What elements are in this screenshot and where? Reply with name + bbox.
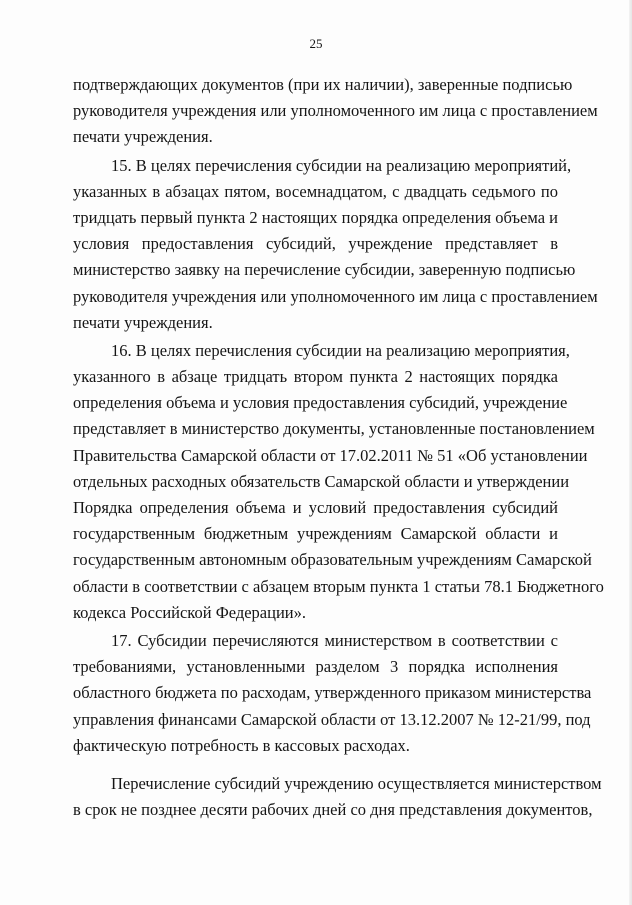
paragraph-item-17 bbox=[73, 628, 592, 759]
text-line: руководителя учреждения или уполномоченного им лица с проставлением bbox=[73, 101, 598, 121]
text-line: указанного в абзаце тридцать втором пункта 2 настоящих порядка bbox=[73, 367, 558, 387]
paragraph-item-16 bbox=[73, 338, 604, 626]
text-line: определения объема и условия предоставления субсидий, учреждение bbox=[73, 393, 568, 413]
text-line: государственным автономным образовательным учреждениям Самарской bbox=[73, 550, 592, 570]
text-line: области в соответствии с абзацем вторым пункта 1 статьи 78.1 Бюджетного bbox=[73, 576, 604, 596]
text-line: руководителя учреждения или уполномоченного им лица с проставлением bbox=[73, 286, 598, 306]
text-line: министерство заявку на перечисление субсидии, заверенную подписью bbox=[73, 260, 576, 280]
text-line: печати учреждения. bbox=[73, 312, 213, 332]
text-line: 15. В целях перечисления субсидии на реализацию мероприятий, bbox=[111, 155, 572, 175]
document-body bbox=[73, 72, 604, 823]
text-line: печати учреждения. bbox=[73, 127, 213, 147]
text-line: фактическую потребность в кассовых расходах. bbox=[73, 735, 410, 755]
text-line: Порядка определения объема и условий предоставления субсидий bbox=[73, 498, 558, 517]
text-line: государственным бюджетным учреждениям Самарской области и bbox=[73, 524, 558, 544]
paragraph-continuation bbox=[73, 72, 598, 151]
paragraph-item-15 bbox=[73, 153, 598, 336]
text-line: подтверждающих документов (при их наличии), заверенные подписью bbox=[73, 75, 573, 94]
text-line: в срок не позднее десяти рабочих дней со дня представления документов, bbox=[73, 800, 593, 820]
text-line: указанных в абзацах пятом, восемнадцатом, с двадцать седьмого по bbox=[73, 181, 558, 201]
text-line: кодекса Российской Федерации». bbox=[73, 602, 306, 622]
text-line: тридцать первый пункта 2 настоящих порядка определения объема и bbox=[73, 207, 558, 227]
text-line: условия предоставления субсидий, учреждение представляет в bbox=[73, 234, 558, 254]
page-number: 25 bbox=[309, 36, 323, 51]
text-line: 16. В целях перечисления субсидии на реализацию мероприятия, bbox=[111, 340, 570, 360]
text-line: Правительства Самарской области от 17.02.2011 № 51 «Об установлении bbox=[73, 445, 588, 465]
text-line: отдельных расходных обязательств Самарской области и утверждении bbox=[73, 471, 570, 491]
text-line: областного бюджета по расходам, утвержденного приказом министерства bbox=[73, 683, 592, 703]
text-line: требованиями, установленными разделом 3 порядка исполнения bbox=[73, 657, 558, 677]
text-line: управления финансами Самарской области от 13.12.2007 № 12-21/99, под bbox=[73, 709, 591, 729]
paragraph-subsidy-transfer bbox=[73, 771, 602, 823]
text-line: представляет в министерство документы, установленные постановлением bbox=[73, 419, 595, 439]
text-line: Перечисление субсидий учреждению осуществляется министерством bbox=[111, 773, 602, 793]
text-line: 17. Субсидии перечисляются министерством в соответствии с bbox=[111, 630, 558, 650]
